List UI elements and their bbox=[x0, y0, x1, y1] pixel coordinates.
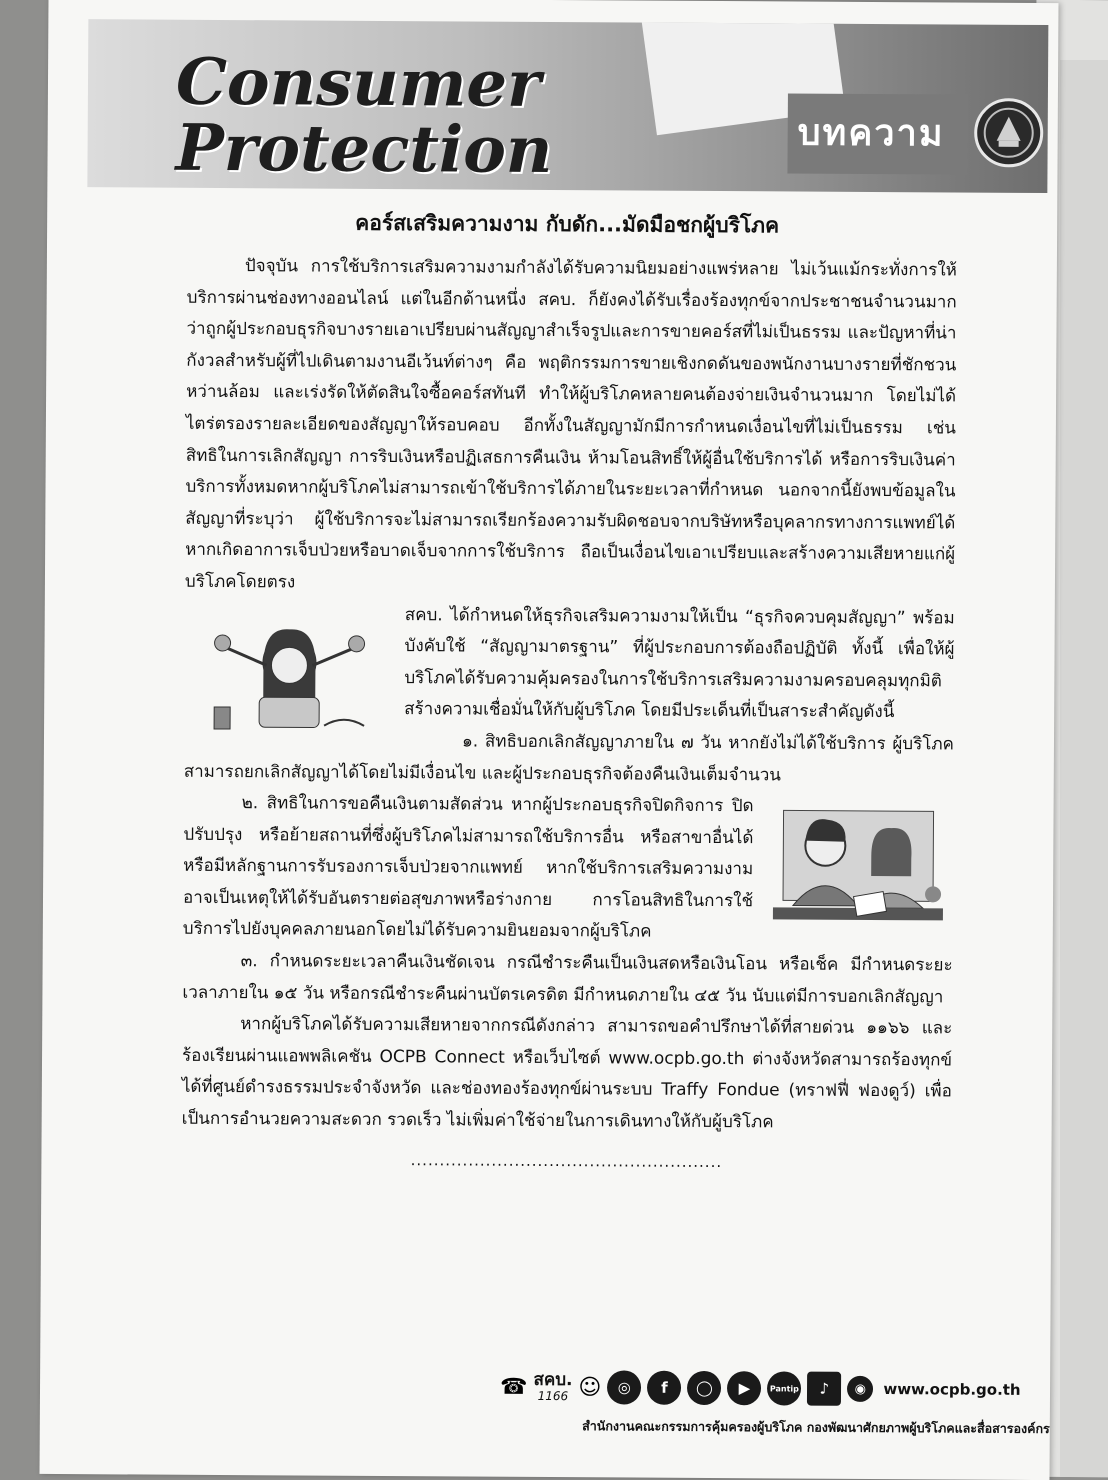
banner-title-line2: Protection bbox=[175, 110, 553, 189]
paragraph-regulation: สคบ. ได้กำหนดให้ธุรกิจเสริมความงามให้เป็น “ธุรกิจควบคุมสัญญา” พร้อมบังคับใช้ “สัญญามาตรฐาน” ที่ผู้ประกอบการต้องถือปฏิบัติ ทั้งนี้ เพื่อให้ผู้บริโภคได้รับความคุ้มครองในการใช้บริการเสริมความงามครอบคลุมทุกมิติ สร้างความเชื่อมั่นให้กับผู้บริโภค โดยมีประเด็นที่เป็นสาระสำคัญดังนี้ bbox=[404, 604, 955, 723]
banner-title bbox=[175, 44, 553, 189]
end-separator: ...................................................... bbox=[410, 1150, 723, 1171]
document-page bbox=[39, 0, 1058, 1480]
youtube-icon[interactable]: ▶ bbox=[727, 1371, 761, 1405]
organization-line: สำนักงานคณะกรรมการคุ้มครองผู้บริโภค กองพัฒนาศักยภาพผู้บริโภคและสื่อสารองค์กร bbox=[582, 1418, 1050, 1437]
website-link[interactable]: www.ocpb.go.th bbox=[883, 1380, 1021, 1399]
pantip-icon[interactable]: Pantip bbox=[767, 1371, 801, 1405]
phone-icon: ☎ bbox=[499, 1374, 528, 1400]
category-label: บทความ bbox=[797, 112, 945, 155]
paragraph-point-1: ๑. สิทธิบอกเลิกสัญญาภายใน ๗ วัน หากยังไม่ได้ใช้บริการ ผู้บริโภคสามารถยกเลิกสัญญาได้โดยไม่มีเงื่อนไข และผู้ประกอบธุรกิจต้องคืนเงินเต็มจำนวน bbox=[183, 731, 955, 785]
tiktok-icon[interactable]: ♪ bbox=[807, 1372, 841, 1406]
facebook-icon[interactable]: f bbox=[647, 1371, 681, 1405]
globe-icon[interactable]: ◉ bbox=[847, 1376, 873, 1402]
emblem-icon bbox=[972, 97, 1044, 169]
underlying-sheet-edge bbox=[1060, 60, 1108, 1477]
article-body bbox=[181, 251, 957, 1180]
ocpb-logo-name: สคบ. bbox=[533, 1369, 573, 1391]
ocpb-direct-icon[interactable]: ◎ bbox=[607, 1370, 641, 1404]
paragraph-contact: หากผู้บริโภคได้รับความเสียหายจากกรณีดังกล่าว สามารถขอคำปรึกษาได้ที่สายด่วน ๑๑๖๖ และร้องเรียนผ่านแอพพลิเคชัน OCPB Connect หรือเว็บไซต์ www.ocpb.go.th ต่างจังหวัดสามารถร้องทุกข์ได้ที่ศูนย์ดำรงธรรมประจำจังหวัด และช่องทองร้องทุกข์ผ่านระบบ Traffy Fondue (ทราฟฟี่ ฟองดูว์) เพื่อเป็นการอำนวยความสะดวก รวดเร็ว ไม่เพิ่มค่าใช้จ่ายในการเดินทางให้กับผู้บริโภค bbox=[181, 1014, 953, 1133]
mascot-icon: ☺ bbox=[578, 1374, 602, 1400]
banner-title-line1: Consumer bbox=[175, 44, 542, 122]
hotline-number: 1166 bbox=[537, 1388, 569, 1404]
paragraph-point-2: ๒. สิทธิในการขอคืนเงินตามสัดส่วน หากผู้ประกอบธุรกิจปิดกิจการ ปิดปรับปรุง หรือย้ายสถานที่ซึ่งผู้บริโภคไม่สามารถใช้บริการอื่น หรือสาขาอื่นได้ หรือมีหลักฐานการรับรองการเจ็บป่วยจากแพทย์ หากใช้บริการเสริมความงามอาจเป็นเหตุให้ได้รับอันตรายต่อสุขภาพหรือร่างกาย การโอนสิทธิในการใช้บริการไปยังบุคคลภายนอกโดยไม่ได้รับความยินยอมจากผู้บริโภค bbox=[182, 793, 754, 943]
consultation-illustration bbox=[763, 795, 954, 946]
paragraph-point-3: ๓. กำหนดระยะเวลาคืนเงินชัดเจน กรณีชำระคืนเป็นเงินสดหรือเงินโอน หรือเช็ค มีกำหนดระยะเวลาภายใน ๑๕ วัน หรือกรณีชำระคืนผ่านบัตรเครดิต มีกำหนดภายใน ๔๕ วัน นับแต่มีการบอกเลิกสัญญา bbox=[182, 951, 953, 1008]
article-headline: คอร์สเสริมความงาม กับดัก...มัดมือชกผู้บริโภค bbox=[355, 210, 780, 238]
header-banner bbox=[87, 19, 1048, 193]
ocpb-logo bbox=[533, 1371, 572, 1403]
instagram-icon[interactable]: ◯ bbox=[687, 1371, 721, 1405]
footer bbox=[500, 1370, 1050, 1439]
beauty-clinic-illustration bbox=[184, 616, 397, 735]
paragraph-intro: ปัจจุบัน การใช้บริการเสริมความงามกำลังได้รับความนิยมอย่างแพร่หลาย ไม่เว้นแม้กระทั่งการให้บริการผ่านช่องทางออนไลน์ แต่ในอีกด้านหนึ่ง สคบ. ก็ยังคงได้รับเรื่องร้องทุกข์จากประชาชนจำนวนมาก ว่าถูกผู้ประกอบธุรกิจบางรายเอาเปรียบผ่านสัญญาสำเร็จรูปและการขายคอร์สที่ไม่เป็นธรรม และปัญหาที่น่ากังวลสำหรับผู้ที่ไปเดินตามงานอีเว้นท์ต่างๆ คือ พฤติกรรมการขายเชิงกดดันของพนักงานบางรายที่ชักชวน หว่านล้อม และเร่งรัดให้ตัดสินใจซื้อคอร์สทันที ทำให้ผู้บริโภคหลายคนต้องจ่ายเงินจำนวนมาก โดยไม่ได้ไตร่ตรองรายละเอียดของสัญญาให้รอบคอบ อีกทั้งในสัญญามักมีการกำหนดเงื่อนไขที่ไม่เป็นธรรม เช่น สิทธิในการเลิกสัญญา การริบเงินหรือปฏิเสธการคืนเงิน ห้ามโอนสิทธิ์ให้ผู้อื่นใช้บริการได้ หรือการริบเงินค่าบริการทั้งหมดหากผู้บริโภคไม่สามารถเข้าใช้บริการได้ภายในระยะเวลาที่กำหนด นอกจากนี้ยังพบข้อมูลในสัญญาที่ระบุว่า ผู้ใช้บริการจะไม่สามารถเรียกร้องความรับผิดชอบจากบริษัทหรือบุคลากรทางการแพทย์ได้ หากเกิดอาการเจ็บป่วยหรือบาดเจ็บจากการใช้บริการ ถือเป็นเงื่อนไขเอาเปรียบและสร้างความเสียหายแก่ผู้บริโภคโดยตรง bbox=[184, 256, 957, 593]
footer-logos bbox=[500, 1370, 1050, 1407]
